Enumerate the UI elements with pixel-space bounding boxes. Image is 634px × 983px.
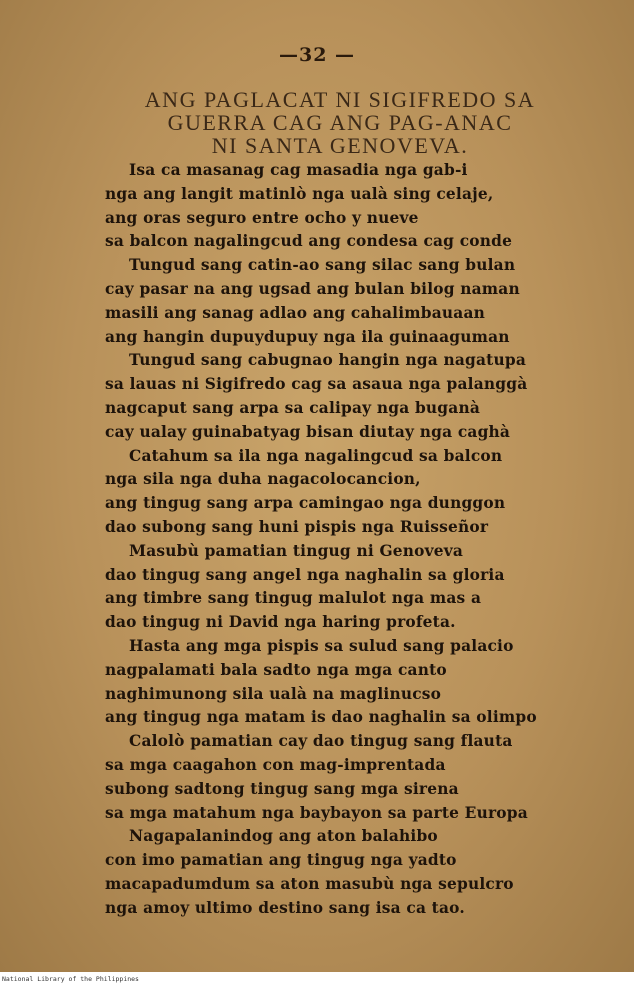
poem-title — [90, 88, 590, 157]
verse-line: Tungud sang catin-ao sang silac sang bulan — [129, 256, 516, 275]
verse-line: sa balcon nagalingcud ang condesa cag conde — [105, 232, 513, 251]
verse-line: Masubù pamatian tingug ni Genoveva — [129, 541, 464, 560]
verse-line: Hasta ang mga pispis sa sulud sang palacio — [129, 636, 514, 655]
verse-line: ang tingug sang arpa camingao nga dunggon — [105, 494, 506, 513]
verse-line: Nagapalanindog ang aton balahibo — [129, 827, 438, 846]
title-line: GUERRA CAG ANG PAG-ANAC — [167, 110, 513, 135]
verse-line: Isa ca masanag cag masadia nga gab-i — [129, 161, 468, 179]
verse-line: macapadumdum sa aton masubù nga sepulcro — [105, 874, 514, 893]
verse-line: Tungud sang cabugnao hangin nga nagatupa — [129, 351, 526, 370]
verse-line: subong sadtong tingug sang mga sirena — [105, 779, 459, 798]
verse-line: ang oras seguro entre ocho y nueve — [105, 208, 419, 227]
title-line: ANG PAGLACAT NI SIGIFREDO SA — [144, 87, 536, 112]
verse-line: dao subong sang huni pispis nga Ruisseñor — [105, 517, 489, 536]
verse-line: masili ang sanag adlao ang cahalimbauaan — [105, 303, 486, 322]
verse-line: cay pasar na ang ugsad ang bulan bilog naman — [105, 279, 520, 298]
verse-line: Catahum sa ila nga nagalingcud sa balcon — [129, 446, 503, 465]
verse-line: sa mga matahum nga baybayon sa parte Europa — [105, 803, 528, 822]
verse-line: ang timbre sang tingug malulot nga mas a — [105, 589, 482, 608]
verse-line: ang tingug nga matam is dao naghalin sa olimpo — [105, 708, 537, 727]
verse-line: con imo pamatian ang tingug nga yadto — [105, 851, 457, 870]
verse-line: nagcaput sang arpa sa calipay nga buganà — [105, 398, 481, 417]
verse-line: nga sila nga duha nagacolocancion, — [105, 470, 421, 489]
verse-line: sa lauas ni Sigifredo cag sa asaua nga palanggà — [105, 375, 528, 394]
page-number: —32 — — [278, 44, 356, 66]
verse-line: Calolò pamatian cay dao tingug sang flauta — [129, 732, 513, 751]
verse-line: dao tingug sang angel nga naghalin sa gloria — [105, 565, 505, 584]
verse-line: dao tingug ni David nga haring profeta. — [105, 613, 456, 632]
verse-line: nga ang langit matinlò nga ualà sing celaje, — [105, 184, 494, 203]
title-line: NI SANTA GENOVEVA. — [211, 133, 469, 158]
verse-line: cay ualay guinabatyag bisan diutay nga caghà — [105, 422, 511, 441]
verse-line: ang hangin dupuydupuy nga ila guinaaguman — [105, 327, 510, 346]
verse-line: naghimunong sila ualà na maglinucso — [105, 684, 442, 703]
library-credit: National Library of the Philippines — [2, 975, 139, 983]
poem-body — [105, 159, 605, 921]
verse-line: nagpalamati bala sadto nga mga canto — [105, 660, 447, 679]
verse-line: nga amoy ultimo destino sang isa ca tao. — [105, 898, 465, 917]
verse-line: sa mga caagahon con mag-imprentada — [105, 755, 446, 774]
